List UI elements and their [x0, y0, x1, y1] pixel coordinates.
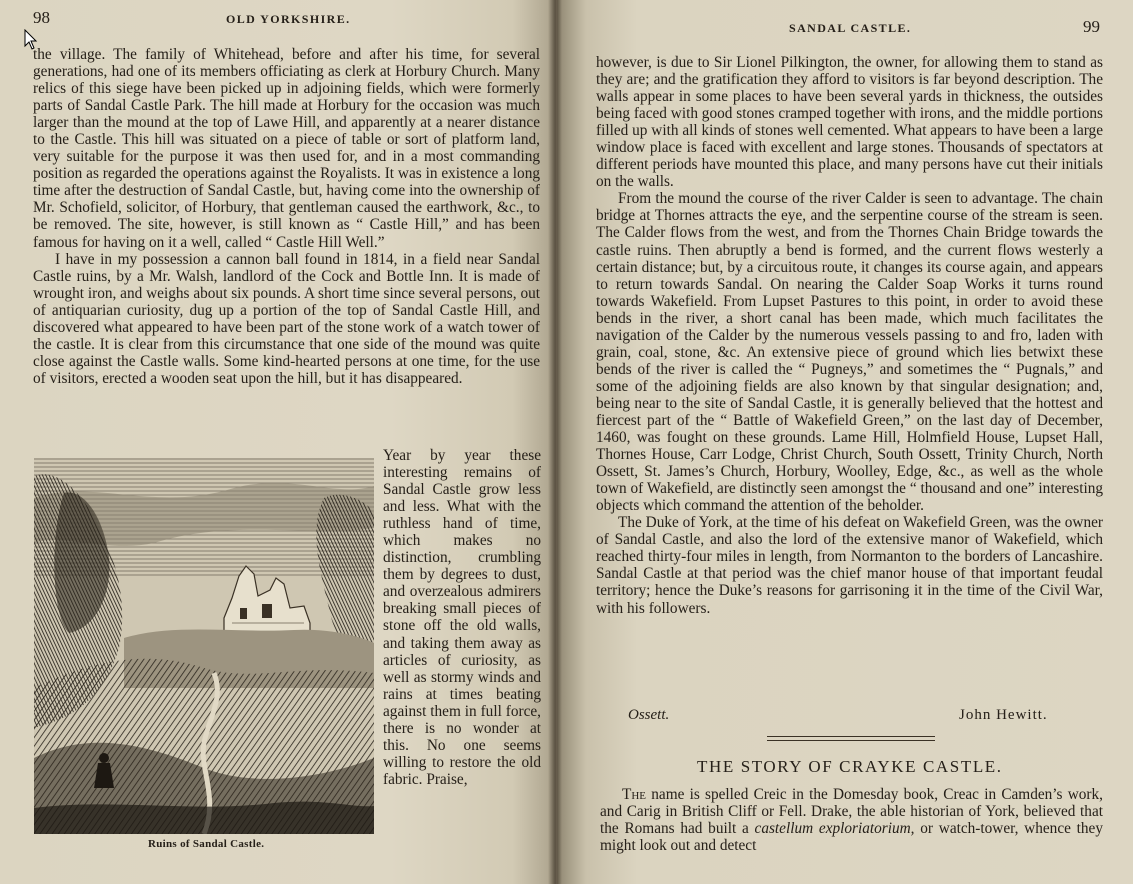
left-page — [0, 0, 557, 884]
left-paragraph-2: I have in my possession a cannon ball found in 1814, in a field near Sandal Castle ruins, by a Mr. Walsh, landlord of the Cock and Bottle Inn. It is made of wrought iron, and weighs about six pounds. A short time since several persons, out of antiquarian curiosity, dug up a portion of the top of Sandal Castle Hill, and discovered what appeared to have been part of the stone work of a watch tower of the castle. It is clear from this circumstance that one side of the mound was quite close against the Castle walls. Some kind-hearted persons at one time, for the use of visitors, erected a wooden seat upon the hill, but it has disappeared. — [33, 250, 540, 387]
section-paragraph-text: name is spelled Creic in the Domesday book, Creac in Camden’s work, and Carig in British Cliff or Fell. Drake, the able historian of York, believed that the Romans had built a — [600, 786, 1103, 838]
section-rule-bottom — [767, 740, 935, 741]
right-paragraph-1: however, is due to Sir Lionel Pilkington, the owner, for allowing them to stand as they are; and the gratification they afford to visitors is far beyond description. The walls appear in some places to have been several yards in thickness, the outsides being faced with good stones cramped together with irons, and the middle portions filled up with all kinds of stones well cemented. What appears to have been a large window place is faced with excellent and large stones. Thousands of spectators at different periods have mounted this place, and many persons have cut their initials on the walls. — [596, 54, 1103, 191]
section-lead-word: The — [622, 786, 647, 803]
section-italic-term: castellum exploriatorium, — [754, 820, 915, 838]
engraving-svg — [34, 458, 374, 834]
signature-author: John Hewitt. — [959, 707, 1048, 723]
right-page — [557, 0, 1133, 884]
running-head-right: SANDAL CASTLE. — [789, 21, 912, 35]
left-paragraph-1: the village. The family of Whitehead, before and after his time, for several generations, had one of its members officiating as clerk at Horbury Church. Many relics of this siege have been picked up in adjoining fields, which were formerly parts of Sandal Castle Park. The hill made at Horbury for the occasion was much larger than the mound at the top of Lawe Hill, and apparently at a nearer distance to the Castle. This hill was situated on a piece of table or sort of platform land, very suitable for the purpose it was then used for, and in a most commanding position as regarded the operations against the Royalists. It was in existence a long time after the destruction of Sandal Castle, but, having come into the ownership of Mr. Schofield, solicitor, of Horbury, that gentleman caused the earthwork, &c., to be removed. The site, however, is still known as “ Castle Hill,” and has been famous for having on it a well, called “ Castle Hill Well.” — [33, 46, 540, 251]
section-rule-top — [767, 736, 935, 737]
left-text-block — [33, 46, 540, 387]
section-title: THE STORY OF CRAYKE CASTLE. — [697, 757, 1003, 776]
right-paragraph-3: The Duke of York, at the time of his defeat on Wakefield Green, was the owner of Sandal Castle, and also the lord of the extensive manor of Wakefield, which reached thirty-four miles in length, from Normanton to the borders of Lancashire. Sandal Castle at that period was the chief manor house of that important feudal territory; hence the Duke’s reasons for garrisoning it in the time of the Civil War, with his followers. — [596, 514, 1103, 617]
mouse-cursor-icon — [24, 29, 38, 51]
running-head-left: OLD YORKSHIRE. — [226, 12, 351, 26]
right-text-block — [596, 54, 1103, 617]
illustration-caption: Ruins of Sandal Castle. — [148, 838, 265, 850]
section-paragraph-tail: or watch-tower, whence they might look out and detect — [600, 820, 1103, 855]
castle-ruins-engraving — [34, 458, 374, 834]
page-number-left: 98 — [33, 8, 50, 27]
section-paragraph — [600, 786, 1103, 854]
page-number-right: 99 — [1083, 17, 1100, 36]
book-gutter — [548, 0, 562, 884]
right-paragraph-2: From the mound the course of the river Calder is seen to advantage. The chain bridge at Thornes attracts the eye, and the serpentine course of the stream is seen. The Calder flows from the west, and from the Thornes Chain Bridge towards the castle ruins. Then abruptly a bend is formed, and the current flows westerly a certain distance; but, by a circuitous route, it changes its course again, and appears to return towards Sandal. On nearing the Calder Soap Works it turns round towards Wakefield. From Lupset Pastures to this point, in order to avoid these bends in the river, a short canal has been made, which much facilitates the navigation of the Calder by the numerous vessels passing to and fro, laden with grain, coal, stone, &c. An extensive piece of ground which lies betwixt these bends of the river is called the “ Pugneys,” and sometimes the “ Pugnals,” and some of the adjoining fields are also known by that singular designation; and, being near to the site of Sandal Castle, it is generally believed that the hottest and fiercest part of the “ Battle of Wakefield Green,” on the last day of December, 1460, was fought on these grounds. Lame Hill, Holmfield House, Lupset Hall, Thornes House, Carr Lodge, Christ Church, South Ossett, Trinity Church, North Ossett, St. James’s Church, Horbury, Woolley, Edge, &c., as well as the whole town of Wakefield, are distinctly seen amongst the “ thousand and one” interesting objects which command the attention of the beholder. — [596, 190, 1103, 515]
left-side-paragraph: Year by year these interesting remains of Sandal Castle grow less and less. What with the ruthless hand of time, which makes no distinction, crumbling them by degrees to dust, and overzealous admirers breaking small pieces of stone off the old walls, and taking them away as articles of curiosity, as well as stormy winds and rains at times beating against them in full force, there is no wonder at this. No one seems willing to restore the old fabric. Praise, — [383, 447, 541, 788]
signature-place: Ossett. — [628, 707, 670, 723]
